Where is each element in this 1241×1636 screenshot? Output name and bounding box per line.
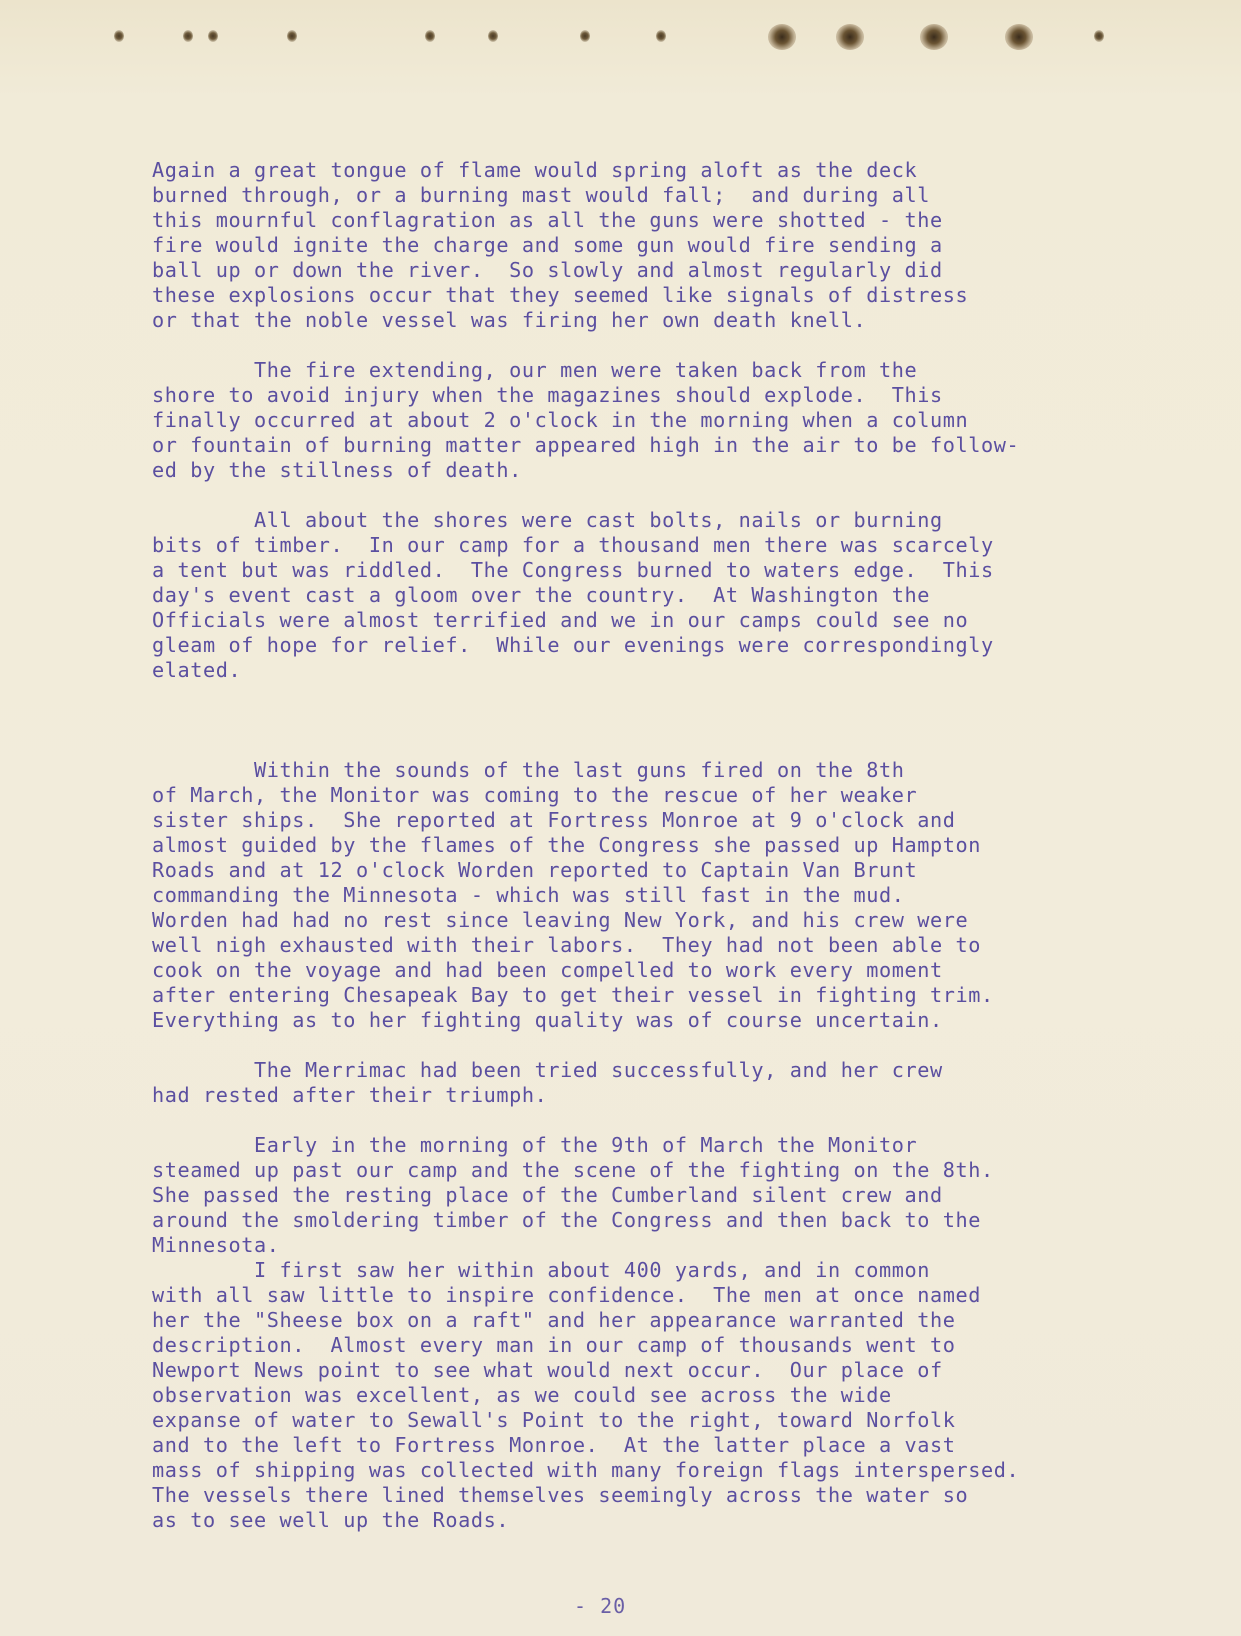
punch-hole [425, 30, 435, 42]
paragraph-merrimac-rested: The Merrimac had been tried successfully, and her crew had rested after their triumph. [152, 1058, 943, 1107]
punch-hole [836, 24, 864, 50]
punch-hole [656, 30, 666, 42]
paragraph-fire-extending: The fire extending, our men were taken back from the shore to avoid injury when the magazines should explode. This finally occurred at about 2 o'clock in the morning when a column or fountain of burning matter appeared high in the air to be follow- ed by the stillness of death. [152, 358, 1020, 482]
punch-hole [1094, 30, 1104, 42]
body-text [152, 158, 1162, 1533]
binding-holes [0, 22, 1241, 52]
punch-hole [580, 30, 590, 42]
punch-hole [768, 24, 796, 50]
punch-hole [488, 30, 498, 42]
paragraph-flame-deck: Again a great tongue of flame would spring aloft as the deck burned through, or a burning mast would fall; and during all this mournful conflagration as all the guns were shotted - the fire would ignite the charge and some gun would fire sending a ball up or down the river. So slowly and almost regularly did these explosions occur that they seemed like signals of distress or that the noble vessel was firing her own death knell. [152, 158, 969, 332]
punch-hole [287, 30, 297, 42]
punch-hole [1005, 24, 1033, 50]
punch-hole [183, 30, 193, 42]
punch-hole [208, 30, 218, 42]
paragraph-shores-bolts: All about the shores were cast bolts, nails or burning bits of timber. In our camp for a thousand men there was scarcely a tent but was riddled. The Congress burned to waters edge. This day's event cast a gloom over the country. At Washington the Officials were almost terrified and we in our camps could see no gleam of hope for relief. While our evenings were correspondingly elated. [152, 508, 994, 682]
page-number: - 20 [574, 1594, 627, 1618]
paragraph-first-saw-her: I first saw her within about 400 yards, and in common with all saw little to inspire confidence. The men at once named her the "Sheese box on a raft" and her appearance warranted the description. Almost every man in our camp of thousands went to Newport News point to see what would next occur. Our place of observation was excellent, as we could see across the wide expanse of water to Sewall's Point to the right, toward Norfolk and to the left to Fortress Monroe. At the latter place a vast mass of shipping was collected with many foreign flags interspersed. The vessels there lined themselves seemingly across the water so as to see well up the Roads. [152, 1258, 1020, 1532]
punch-hole [920, 24, 948, 50]
paragraph-morning-9th: Early in the morning of the 9th of March the Monitor steamed up past our camp and the scene of the fighting on the 8th. She passed the resting place of the Cumberland silent crew and around the smoldering timber of the Congress and then back to the Minnesota. [152, 1133, 994, 1257]
punch-hole [114, 30, 124, 42]
paragraph-monitor-arrives: Within the sounds of the last guns fired on the 8th of March, the Monitor was coming to the rescue of her weaker sister ships. She reported at Fortress Monroe at 9 o'clock and almost guided by the flames of the Congress she passed up Hampton Roads and at 12 o'clock Worden reported to Captain Van Brunt commanding the Minnesota - which was still fast in the mud. Worden had had no rest since leaving New York, and his crew were well nigh exhausted with their labors. They had not been able to cook on the voyage and had been compelled to work every moment after entering Chesapeak Bay to get their vessel in fighting trim. Everything as to her fighting quality was of course uncertain. [152, 758, 994, 1032]
